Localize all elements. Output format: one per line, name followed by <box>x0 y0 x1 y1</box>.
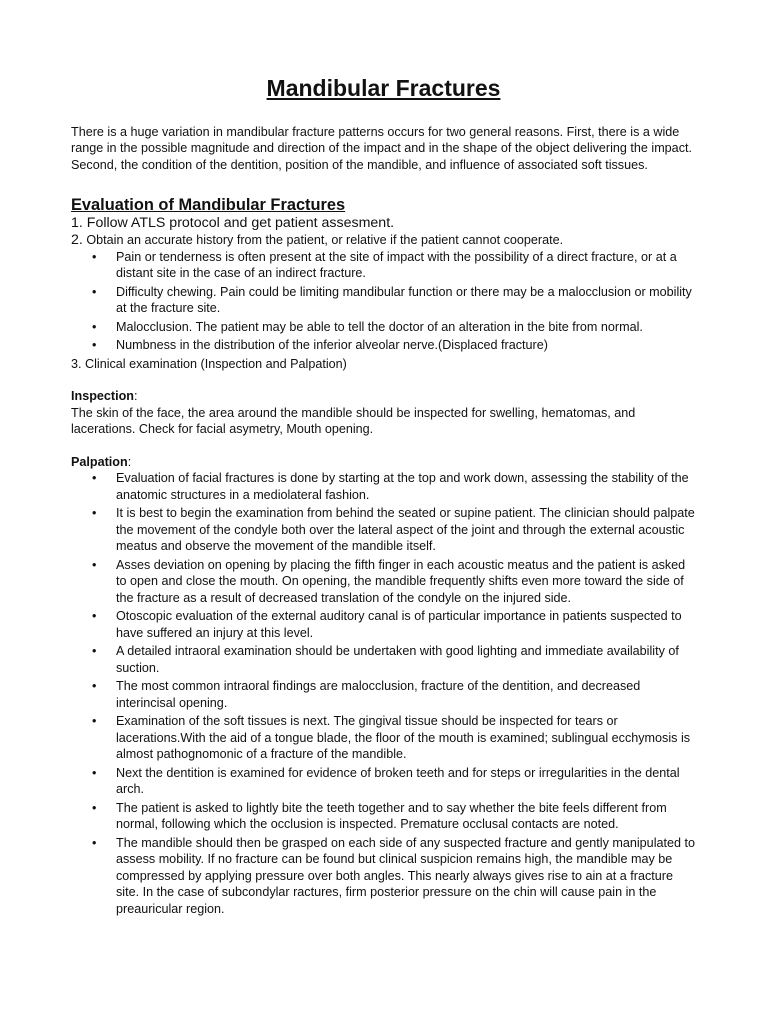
inspection-label: Inspection <box>71 389 134 404</box>
step-3: 3. Clinical examination (Inspection and Palpation) <box>71 356 347 371</box>
palpation-colon: : <box>127 454 132 469</box>
inspection-colon: : <box>133 389 138 404</box>
list-item <box>71 337 696 354</box>
history-bullet-list <box>71 249 696 354</box>
list-item-text: Asses deviation on opening by placing the fifth finger in each acoustic meatus and the patient is asked to open and close the mouth. On opening, the mandible frequently shifts even more toward the side of the fracture as a result of decreased translation of the condyle on the injured side. <box>116 557 686 605</box>
bullet-icon: • <box>92 249 97 264</box>
list-item-text: The patient is asked to lightly bite the teeth together and to say whether the bite feels different from normal, following which the occlusion is inspected. Premature occlusal contacts are noted. <box>116 800 667 832</box>
list-item-text: Next the dentition is examined for evidence of broken teeth and for steps or irregularities in the dental arch. <box>116 765 680 797</box>
list-item-text: A detailed intraoral examination should be undertaken with good lighting and immediate availability of suction. <box>116 644 679 675</box>
list-item <box>71 319 696 336</box>
step-2-text: Obtain an accurate history from the patient, or relative if the patient cannot cooperate. <box>82 232 564 247</box>
list-item-text: Pain or tenderness is often present at the site of impact with the possibility of a direct fracture, or at a distant site in the case of an indirect fracture. <box>116 249 677 281</box>
bullet-icon: • <box>92 679 97 694</box>
bullet-icon: • <box>92 644 97 659</box>
list-item <box>71 800 696 833</box>
bullet-icon: • <box>92 609 97 624</box>
bullet-icon: • <box>92 471 97 486</box>
list-item-text: Numbness in the distribution of the inferior alveolar nerve.(Displaced fracture) <box>116 338 548 353</box>
palpation-bullet-list <box>71 470 696 917</box>
list-item <box>71 765 696 798</box>
list-item-text: Malocclusion. The patient may be able to tell the doctor of an alteration in the bite from normal. <box>116 319 643 334</box>
list-item <box>71 643 696 676</box>
palpation-label: Palpation <box>71 454 128 469</box>
list-item <box>71 608 696 641</box>
bullet-icon: • <box>92 800 97 815</box>
list-item <box>71 505 696 555</box>
inspection-heading <box>71 388 696 405</box>
bullet-icon: • <box>92 765 97 780</box>
list-item <box>71 713 696 763</box>
list-item-text: It is best to begin the examination from behind the seated or supine patient. The clinician should palpate the movement of the condyle both over the lateral aspect of the joint and through the external acoustic meatus and observe the movement of the mandible itself. <box>116 506 695 554</box>
bullet-icon: • <box>92 284 97 299</box>
intro-paragraph: There is a huge variation in mandibular fracture patterns occurs for two general reasons. First, there is a wide range in the possible magnitude and direction of the impact and in the shape of the object delivering the impact. Second, the condition of the dentition, position of the mandible, and influence of associated soft tissues. <box>71 125 692 172</box>
bullet-icon: • <box>92 319 97 334</box>
step-2-number: 2. <box>71 231 83 248</box>
list-item <box>71 557 696 607</box>
step-2 <box>71 232 696 249</box>
bullet-icon: • <box>92 835 97 850</box>
step-1: 1. Follow ATLS protocol and get patient assesment. <box>71 214 395 231</box>
list-item-text: Otoscopic evaluation of the external auditory canal is of particular importance in patients suspected to have suffered an injury at this level. <box>116 609 682 640</box>
bullet-icon: • <box>92 557 97 572</box>
list-item-text: The most common intraoral findings are malocclusion, fracture of the dentition, and decreased interincisal opening. <box>116 679 641 710</box>
bullet-icon: • <box>92 714 97 729</box>
list-item-text: Evaluation of facial fractures is done by starting at the top and work down, assessing the stability of the anatomic structures in a mediolateral fashion. <box>116 471 689 502</box>
palpation-heading <box>71 454 696 471</box>
page-title: Mandibular Fractures <box>266 75 501 101</box>
list-item <box>71 678 696 711</box>
bullet-icon: • <box>92 338 97 353</box>
list-item-text: Examination of the soft tissues is next. The gingival tissue should be inspected for tears or lacerations.With the aid of a tongue blade, the floor of the mouth is examined; sublingual ecchymosis is almost pathognomonic of a fracture of the mandible. <box>116 714 691 762</box>
list-item-text: The mandible should then be grasped on each side of any suspected fracture and gently manipulated to assess mobility. If no fracture can be found but clinical suspicion remains high, the mandible may be compressed by applying pressure over both angles. This nearly always gives rise to ain at a fracture site. In the case of subcondylar ractures, firm posterior pressure on the chin will cause pain in the preauricular region. <box>116 835 695 916</box>
list-item <box>71 470 696 503</box>
evaluation-heading: Evaluation of Mandibular Fractures <box>71 195 346 214</box>
list-item <box>71 284 696 317</box>
list-item <box>71 835 696 918</box>
list-item <box>71 249 696 282</box>
bullet-icon: • <box>92 506 97 521</box>
list-item-text: Difficulty chewing. Pain could be limiting mandibular function or there may be a malocclusion or mobility at the fracture site. <box>116 284 692 316</box>
inspection-text: The skin of the face, the area around the mandible should be inspected for swelling, hematomas, and lacerations. Check for facial asymetry, Mouth opening. <box>71 405 636 437</box>
